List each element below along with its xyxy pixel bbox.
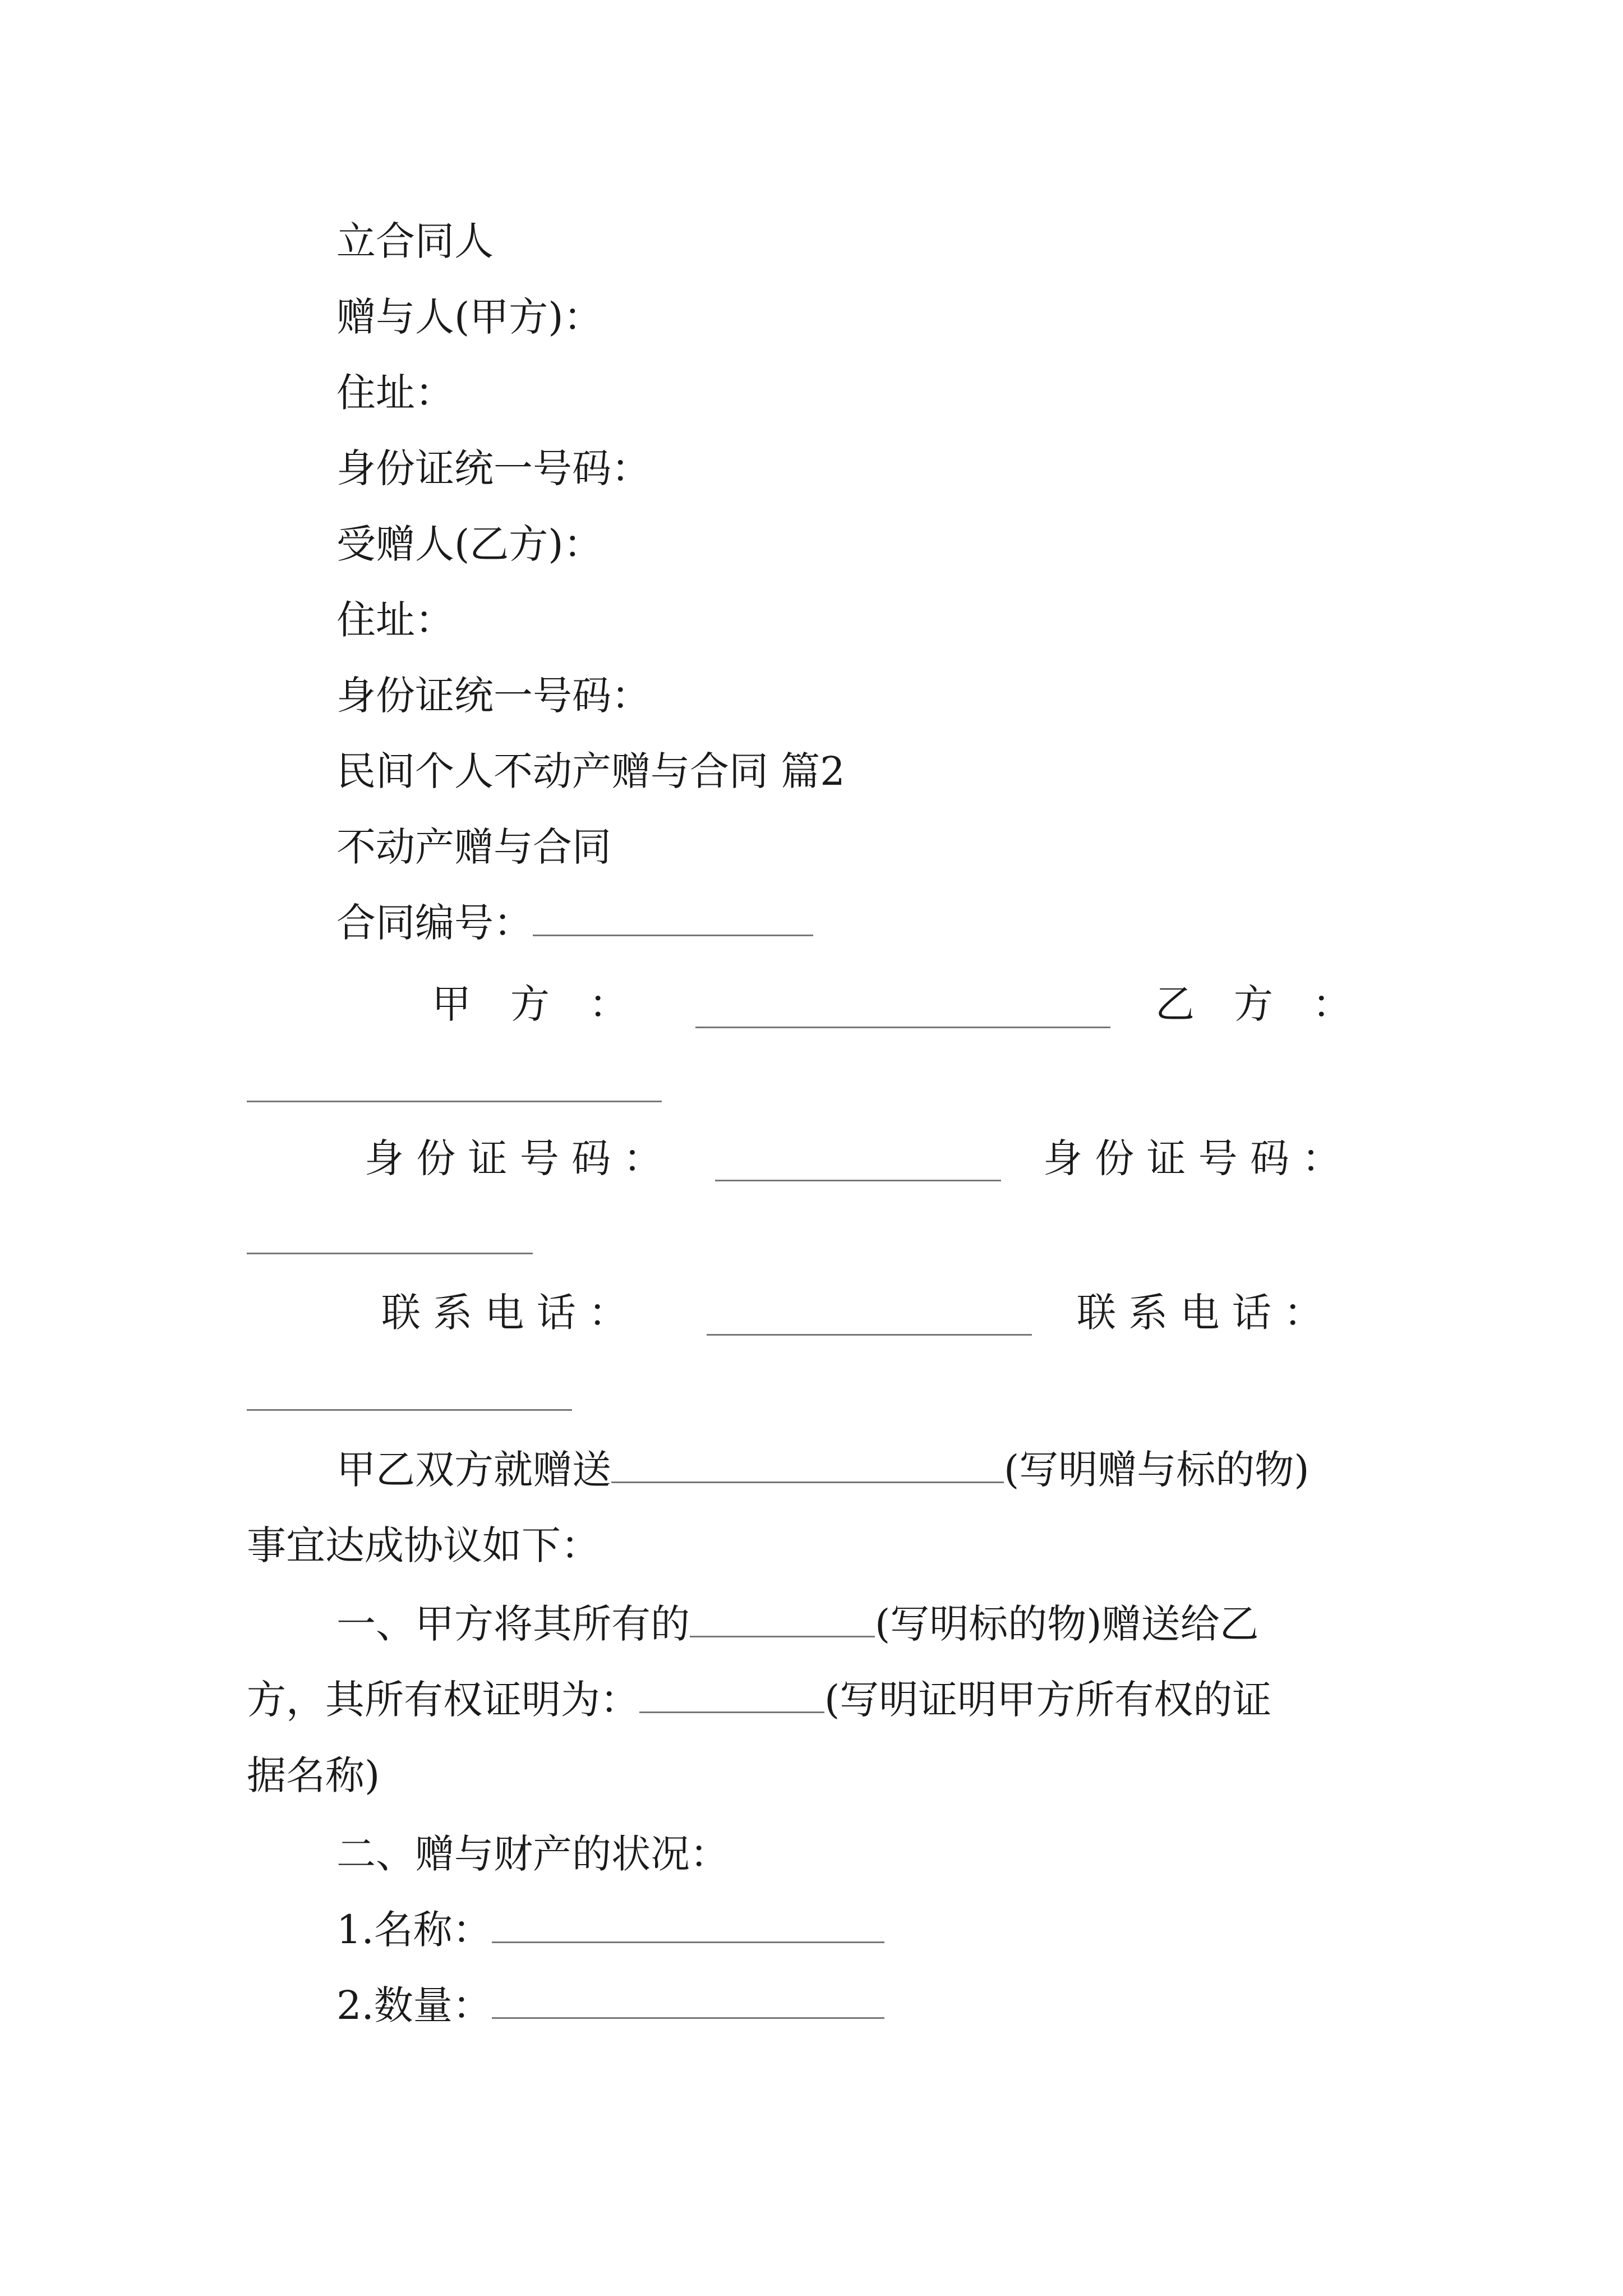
- phone-b-label: 联 系 电 话 ：: [1077, 1290, 1324, 1336]
- paragraph-1-line-2: 事宜达成协议如下：: [247, 1522, 600, 1568]
- header-line-6: 住址：: [336, 597, 454, 643]
- paragraph-2-text-start: 一、甲方将其所有的: [336, 1601, 690, 1647]
- paragraph-2-line-3: 据名称): [247, 1752, 380, 1798]
- ownership-proof-field[interactable]: [639, 1678, 824, 1713]
- party-b-label: 乙 方 ：: [1155, 981, 1352, 1027]
- party-a-field[interactable]: [695, 1027, 1110, 1028]
- header-line-2: 赠与人(甲方)：: [336, 294, 603, 340]
- party-b-field[interactable]: [247, 1101, 662, 1102]
- item-2-row: [336, 1980, 884, 2031]
- owned-item-field[interactable]: [690, 1602, 875, 1637]
- paragraph-2-text-end: (写明标的物)赠送给乙: [875, 1601, 1259, 1647]
- party-a-label: 甲 方 ：: [432, 981, 628, 1027]
- phone-b-field[interactable]: [247, 1409, 572, 1411]
- header-line-3: 住址：: [336, 370, 454, 416]
- header-line-7: 身份证统一号码：: [336, 673, 651, 719]
- id-a-label: 身 份 证 号 码 ：: [365, 1135, 663, 1181]
- header-line-4: 身份证统一号码：: [336, 445, 651, 491]
- section-subtitle: 不动产赠与合同: [336, 824, 611, 870]
- paragraph-2-line-2-end: (写明证明甲方所有权的证: [824, 1677, 1272, 1723]
- paragraph-1-line-1: [336, 1444, 1310, 1495]
- paragraph-2-line-2-start: 方，其所有权证明为：: [247, 1677, 639, 1723]
- paragraph-2-line-2: [247, 1674, 1271, 1725]
- contract-number-label: 合同编号：: [336, 900, 533, 946]
- phone-a-label: 联 系 电 话 ：: [381, 1290, 628, 1336]
- paragraph-1-text-end: (写明赠与标的物): [1004, 1447, 1310, 1493]
- contract-number-row: [336, 898, 813, 948]
- section-title: 民间个人不动产赠与合同 篇2: [336, 748, 845, 794]
- id-a-field[interactable]: [715, 1180, 1001, 1181]
- item-2-label: 2.数量：: [336, 1982, 492, 2028]
- item-1-row: [336, 1904, 884, 1955]
- id-b-label: 身 份 证 号 码 ：: [1043, 1135, 1341, 1181]
- header-line-1: 立合同人: [336, 218, 494, 264]
- paragraph-2-line-1: [336, 1599, 1259, 1649]
- gift-subject-field[interactable]: [611, 1448, 1004, 1483]
- item-2-field[interactable]: [492, 1984, 884, 2019]
- id-b-field[interactable]: [247, 1253, 533, 1254]
- paragraph-3: 二、赠与财产的状况：: [336, 1831, 729, 1877]
- item-1-label: 1.名称：: [336, 1907, 492, 1953]
- header-line-5: 受赠人(乙方)：: [336, 521, 603, 567]
- contract-number-field[interactable]: [533, 901, 813, 936]
- paragraph-1-text-start: 甲乙双方就赠送: [336, 1447, 611, 1493]
- item-1-field[interactable]: [492, 1908, 884, 1943]
- phone-a-field[interactable]: [707, 1334, 1032, 1336]
